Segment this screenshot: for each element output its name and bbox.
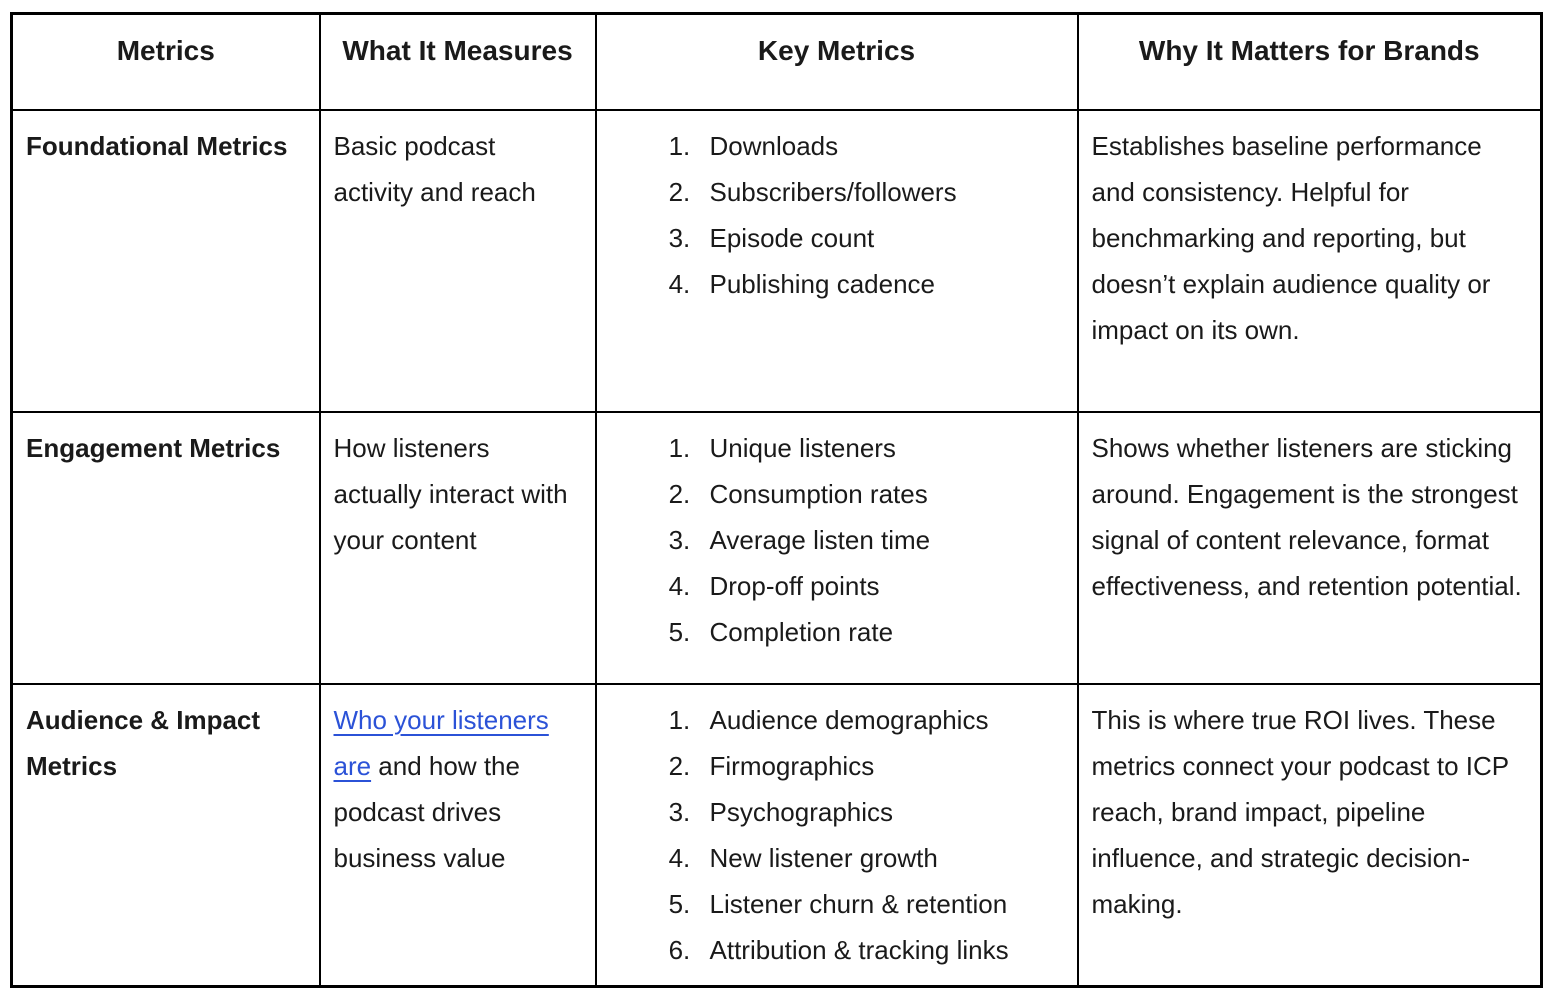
podcast-metrics-table bbox=[10, 12, 1543, 988]
key-metrics-list bbox=[610, 123, 1061, 307]
key-metric-item: 1. Audience demographics bbox=[698, 697, 1061, 743]
key-metrics-cell bbox=[596, 684, 1078, 987]
key-metric-item: 2. Firmographics bbox=[698, 743, 1061, 789]
key-metric-item: 1. Unique listeners bbox=[698, 425, 1061, 471]
key-metrics-list bbox=[610, 425, 1061, 655]
key-metric-item: 4. New listener growth bbox=[698, 835, 1061, 881]
key-metric-item: 4. Publishing cadence bbox=[698, 261, 1061, 307]
metric-name-cell: Foundational Metrics bbox=[12, 110, 320, 412]
column-header-what-it-measures: What It Measures bbox=[320, 14, 596, 110]
row-audience-impact-metrics bbox=[12, 684, 1542, 987]
key-metric-item: 4. Drop-off points bbox=[698, 563, 1061, 609]
column-header-metrics: Metrics bbox=[12, 14, 320, 110]
key-metric-item: 5. Completion rate bbox=[698, 609, 1061, 655]
what-it-measures-cell: How listeners actually interact with your content bbox=[320, 412, 596, 684]
key-metrics-cell bbox=[596, 412, 1078, 684]
key-metric-item: 5. Listener churn & retention bbox=[698, 881, 1061, 927]
why-it-matters-cell: Shows whether listeners are sticking around. Engagement is the strongest signal of content relevance, format effectiveness, and retention potential. bbox=[1078, 412, 1542, 684]
column-header-key-metrics: Key Metrics bbox=[596, 14, 1078, 110]
row-engagement-metrics bbox=[12, 412, 1542, 684]
what-it-measures-cell bbox=[320, 684, 596, 987]
key-metric-item: 3. Episode count bbox=[698, 215, 1061, 261]
column-header-why-it-matters: Why It Matters for Brands bbox=[1078, 14, 1542, 110]
why-it-matters-cell: Establishes baseline performance and consistency. Helpful for benchmarking and reporting, but doesn’t explain audience quality or impact on its own. bbox=[1078, 110, 1542, 412]
what-it-measures-cell: Basic podcast activity and reach bbox=[320, 110, 596, 412]
key-metrics-cell bbox=[596, 110, 1078, 412]
key-metrics-list bbox=[610, 697, 1061, 973]
key-metric-item: 3. Average listen time bbox=[698, 517, 1061, 563]
key-metric-item: 2. Subscribers/followers bbox=[698, 169, 1061, 215]
why-it-matters-cell: This is where true ROI lives. These metrics connect your podcast to ICP reach, brand impact, pipeline influence, and strategic decision-making. bbox=[1078, 684, 1542, 987]
metric-name-cell: Engagement Metrics bbox=[12, 412, 320, 684]
key-metric-item: 2. Consumption rates bbox=[698, 471, 1061, 517]
row-foundational-metrics bbox=[12, 110, 1542, 412]
metric-name-cell: Audience & Impact Metrics bbox=[12, 684, 320, 987]
header-row bbox=[12, 14, 1542, 110]
who-your-listeners-are-link[interactable]: Who your listeners are bbox=[333, 704, 549, 781]
key-metric-item: 6. Attribution & tracking links bbox=[698, 927, 1061, 973]
key-metric-item: 3. Psychographics bbox=[698, 789, 1061, 835]
what-it-measures-text: and how the podcast drives business value bbox=[333, 750, 520, 873]
key-metric-item: 1. Downloads bbox=[698, 123, 1061, 169]
